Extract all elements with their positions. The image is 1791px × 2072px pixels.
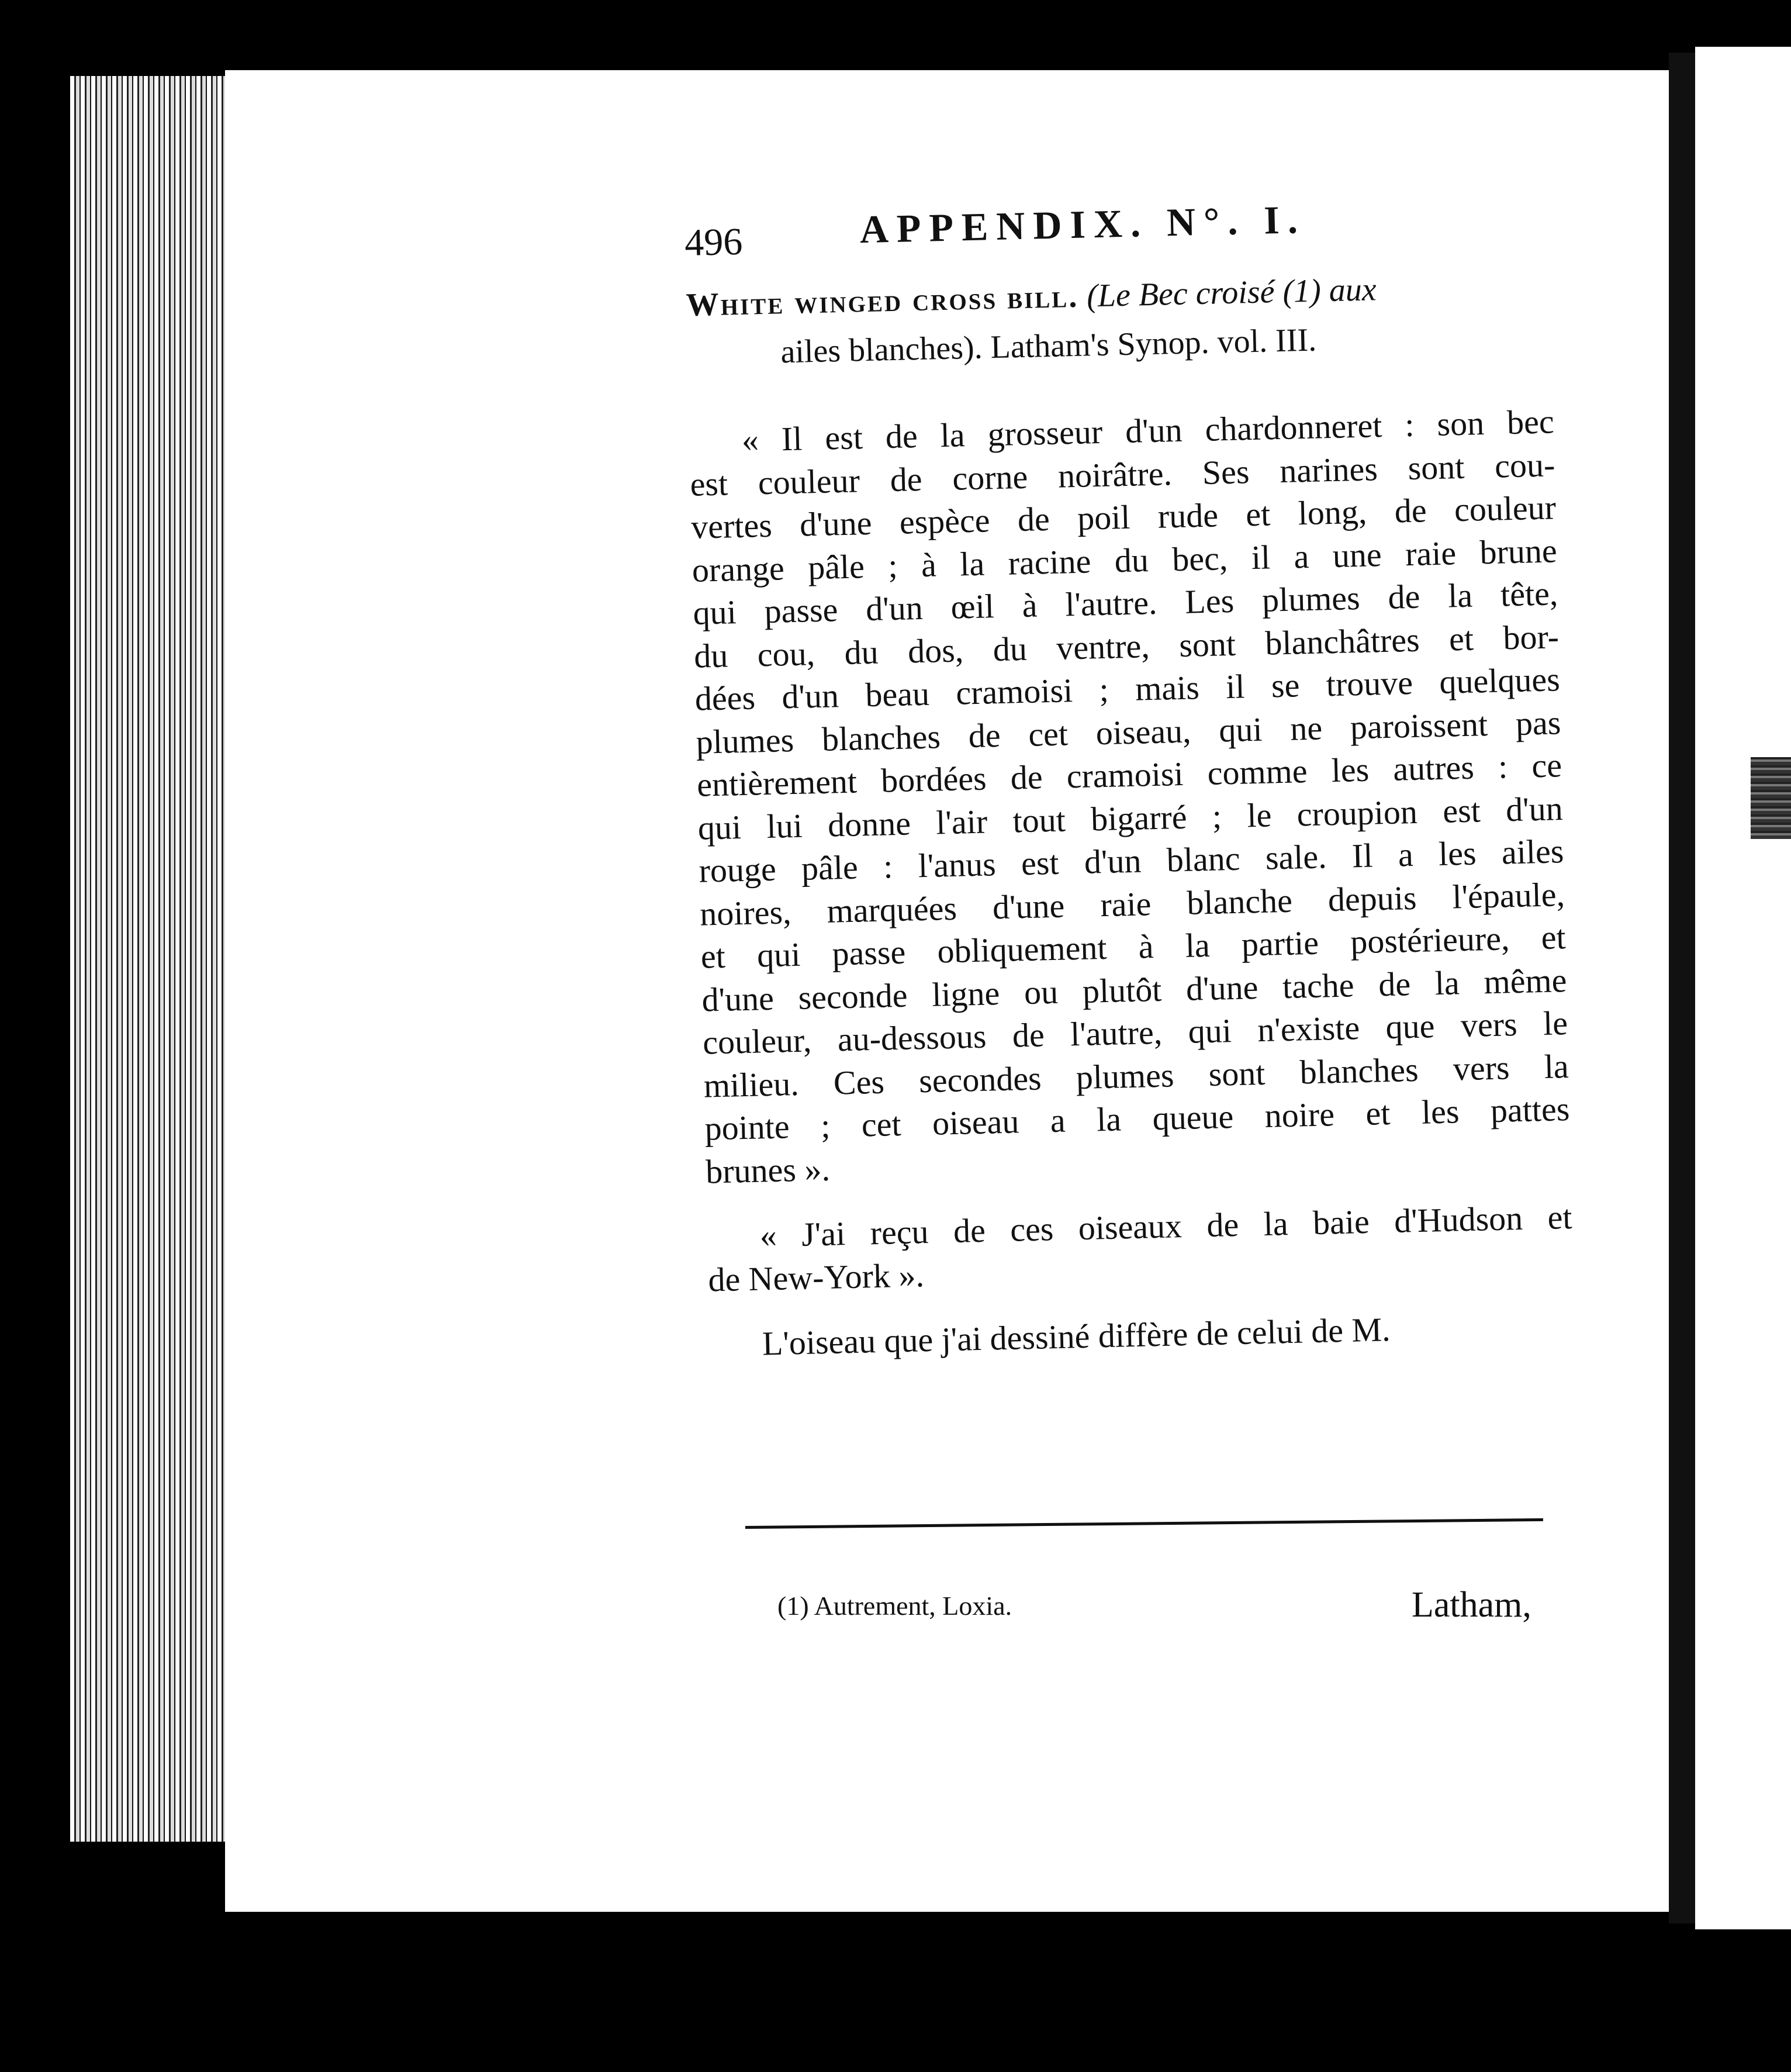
text-line: qui lui donne l'air tout bigarré ; le croupion est d'un	[697, 789, 1564, 847]
book-gutter	[1669, 53, 1695, 1923]
text-line: rouge pâle : l'anus est d'un blanc sale. Il a les ailes	[698, 832, 1564, 890]
species-name: White winged cross bill.	[685, 278, 1079, 323]
species-heading	[686, 261, 1553, 379]
text-line: milieu. Ces secondes plumes sont blanches vers la	[703, 1047, 1569, 1105]
body-text	[689, 400, 1575, 1366]
text-line: dées d'un beau cramoisi ; mais il se trouve quelques	[694, 660, 1561, 718]
text-line: entièrement bordées de cramoisi comme les autres : ce	[696, 746, 1562, 804]
catchword: Latham,	[1412, 1585, 1531, 1625]
text-line: plumes blanches de cet oiseau, qui ne paroissent pas	[695, 703, 1561, 761]
paragraph-2	[707, 1196, 1574, 1301]
page-tab	[1751, 757, 1791, 839]
page-edges	[70, 76, 228, 1842]
facing-page	[1695, 47, 1791, 1929]
text-line: noires, marquées d'une raie blanche depuis l'épaule,	[699, 875, 1565, 933]
footnote: (1) Autrement, Loxia.	[777, 1591, 1012, 1621]
text-line: couleur, au-dessous de l'autre, qui n'existe que vers le	[702, 1004, 1568, 1062]
text-line: qui passe d'un œil à l'autre. Les plumes de la tête,	[692, 574, 1558, 632]
text-line: et qui passe obliquement à la partie postérieure, et	[700, 918, 1567, 976]
heading-rest: (Le Bec croisé (1) aux	[1086, 271, 1377, 315]
paragraph-1	[689, 400, 1571, 1193]
text-line: brunes ».	[705, 1149, 831, 1191]
paragraph-3	[709, 1304, 1575, 1366]
heading-line-2: ailes blanches). Latham's Synop. vol. III.	[780, 322, 1317, 371]
text-line: d'une seconde ligne ou plutôt d'une tache de la même	[701, 961, 1567, 1019]
text-line: vertes d'une espèce de poil rude et long, de couleur	[690, 488, 1557, 546]
text-line: orange pâle ; à la racine du bec, il a une raie brune	[691, 531, 1558, 589]
text-line: est couleur de corne noirâtre. Ses narines sont cou-	[689, 445, 1555, 503]
text-line: « Il est de la grosseur d'un chardonneret : son bec	[741, 402, 1555, 459]
text-line: pointe ; cet oiseau a la queue noire et les pattes	[704, 1090, 1570, 1148]
text-line: L'oiseau que j'ai dessiné diffère de celui de M.	[762, 1310, 1391, 1363]
page-number: 496	[684, 220, 744, 264]
text-line: du cou, du dos, du ventre, sont blanchâtres et bor-	[693, 617, 1560, 675]
text-line: de New-York ».	[707, 1255, 925, 1299]
text-line: « J'ai reçu de ces oiseaux de la baie d'Hudson et	[759, 1197, 1573, 1255]
page-text	[684, 191, 1575, 1389]
running-title: APPENDIX. N°. I.	[859, 196, 1306, 252]
